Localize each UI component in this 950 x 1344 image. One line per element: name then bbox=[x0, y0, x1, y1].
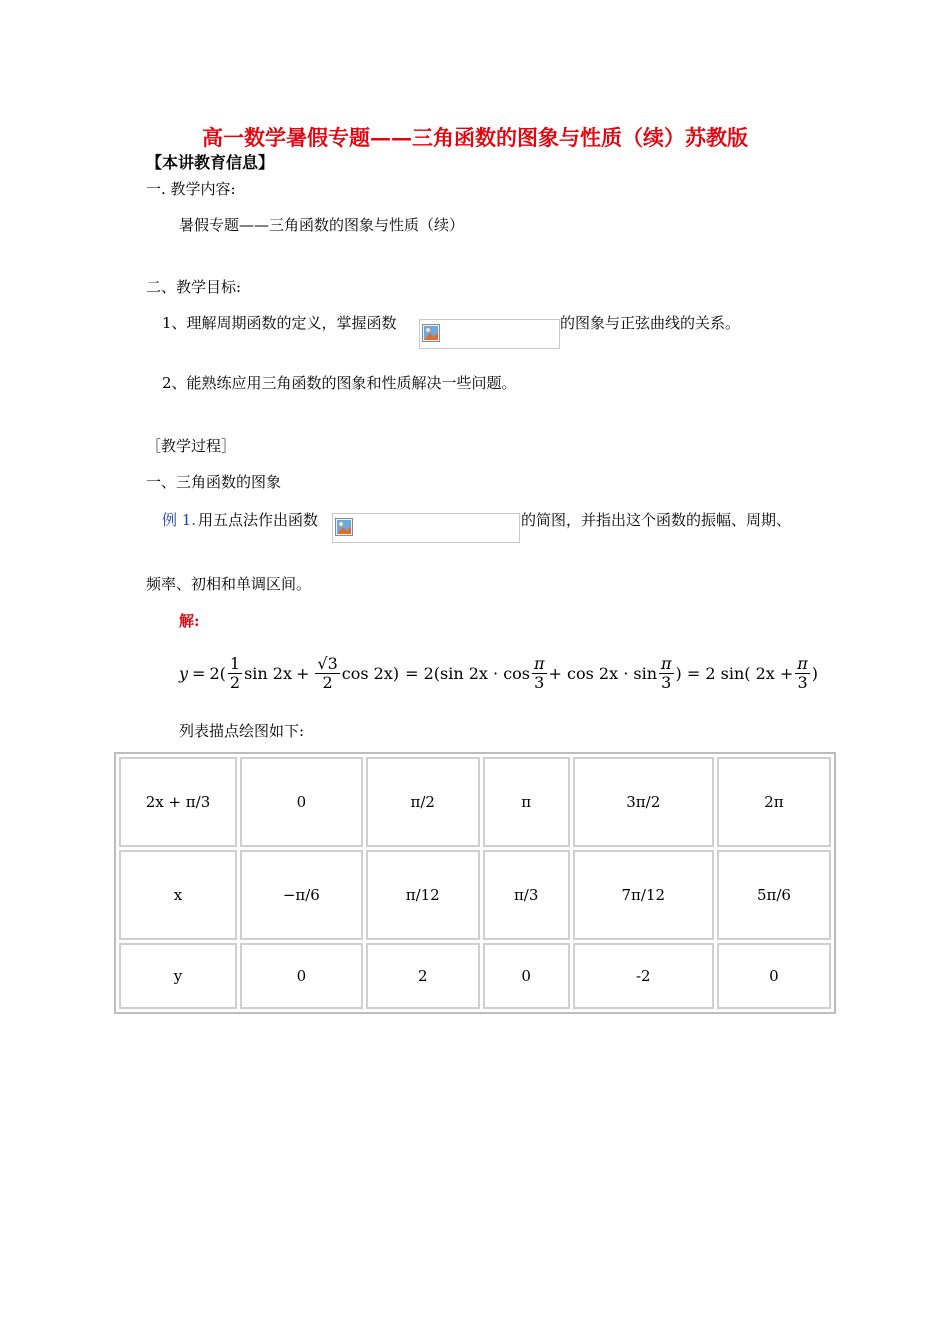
eq-middle3: ) = 2 sin( 2x + bbox=[675, 663, 794, 683]
eq-frac-half: $\frac{1}{2}$ bbox=[229, 653, 241, 692]
table-cell-header: x bbox=[119, 850, 237, 940]
table-row bbox=[119, 757, 831, 847]
broken-image-icon bbox=[335, 518, 353, 536]
eq-middle1: = 2(sin 2x · cos bbox=[405, 663, 531, 683]
goal1-text-before: 1、理解周期函数的定义，掌握函数 bbox=[162, 314, 397, 332]
table-cell: 3π/2 bbox=[573, 757, 714, 847]
table-cell: 0 bbox=[240, 943, 363, 1009]
table-cell: 7π/12 bbox=[573, 850, 714, 940]
table-cell: -2 bbox=[573, 943, 714, 1009]
eq-y: y bbox=[179, 663, 189, 683]
eq-plus: + bbox=[295, 663, 310, 683]
goal2-text: 2、能熟练应用三角函数的图象和性质解决一些问题。 bbox=[162, 374, 517, 392]
eq-equals: = bbox=[192, 663, 206, 683]
section1-heading: 一. 教学内容: bbox=[146, 180, 236, 198]
goal1-text-after: 的图象与正弦曲线的关系。 bbox=[560, 314, 741, 332]
eq-sin2x: sin 2x bbox=[244, 663, 292, 683]
section1-content: 暑假专题——三角函数的图象与性质（续） bbox=[179, 216, 465, 234]
part1-heading: 一、三角函数的图象 bbox=[146, 473, 282, 491]
table-intro: 列表描点绘图如下: bbox=[179, 722, 305, 740]
process-heading: ［教学过程］ bbox=[146, 437, 237, 455]
solution-label: 解: bbox=[179, 612, 200, 630]
table-cell: π/3 bbox=[483, 850, 570, 940]
page-title: 高一数学暑假专题——三角函数的图象与性质（续）苏教版 bbox=[202, 125, 748, 150]
five-point-table bbox=[114, 752, 836, 1014]
table-cell: π/2 bbox=[366, 757, 480, 847]
table-cell-header: y bbox=[119, 943, 237, 1009]
table-cell: 5π/6 bbox=[717, 850, 831, 940]
table-row bbox=[119, 850, 831, 940]
table-cell: 0 bbox=[240, 757, 363, 847]
eq-close: ) bbox=[811, 663, 819, 683]
eq-frac-pi3-a: $\frac{\pi}{3}$ bbox=[534, 653, 545, 692]
table-row bbox=[119, 943, 831, 1009]
table-cell: π/12 bbox=[366, 850, 480, 940]
formula-image-placeholder bbox=[419, 319, 560, 349]
eq-frac-pi3-b: $\frac{\pi}{3}$ bbox=[661, 653, 672, 692]
eq-middle2: + cos 2x · sin bbox=[548, 663, 658, 683]
table-cell: 0 bbox=[483, 943, 570, 1009]
table-cell: 2 bbox=[366, 943, 480, 1009]
info-heading: 【本讲教育信息】 bbox=[146, 153, 275, 172]
example-text-continued: 频率、初相和单调区间。 bbox=[146, 575, 312, 593]
table-cell: −π/6 bbox=[240, 850, 363, 940]
example-text-after: 的简图，并指出这个函数的振幅、周期、 bbox=[521, 511, 792, 529]
table-cell: π bbox=[483, 757, 570, 847]
table-cell: 2π bbox=[717, 757, 831, 847]
example-label: 例 1. bbox=[162, 511, 197, 529]
eq-two: 2( bbox=[209, 663, 226, 683]
function-image-placeholder bbox=[332, 513, 520, 543]
table-cell: 0 bbox=[717, 943, 831, 1009]
table-cell-header: 2x + π/3 bbox=[119, 757, 237, 847]
solution-equation bbox=[179, 648, 818, 698]
section2-heading: 二、教学目标: bbox=[146, 278, 242, 296]
eq-frac-pi3-c: $\frac{\pi}{3}$ bbox=[797, 653, 808, 692]
eq-frac-root3: $\frac{√3}{2}$ bbox=[317, 653, 338, 692]
example-text-before: 用五点法作出函数 bbox=[198, 511, 319, 529]
eq-cos2x: cos 2x) bbox=[341, 663, 400, 683]
broken-image-icon bbox=[422, 324, 440, 342]
